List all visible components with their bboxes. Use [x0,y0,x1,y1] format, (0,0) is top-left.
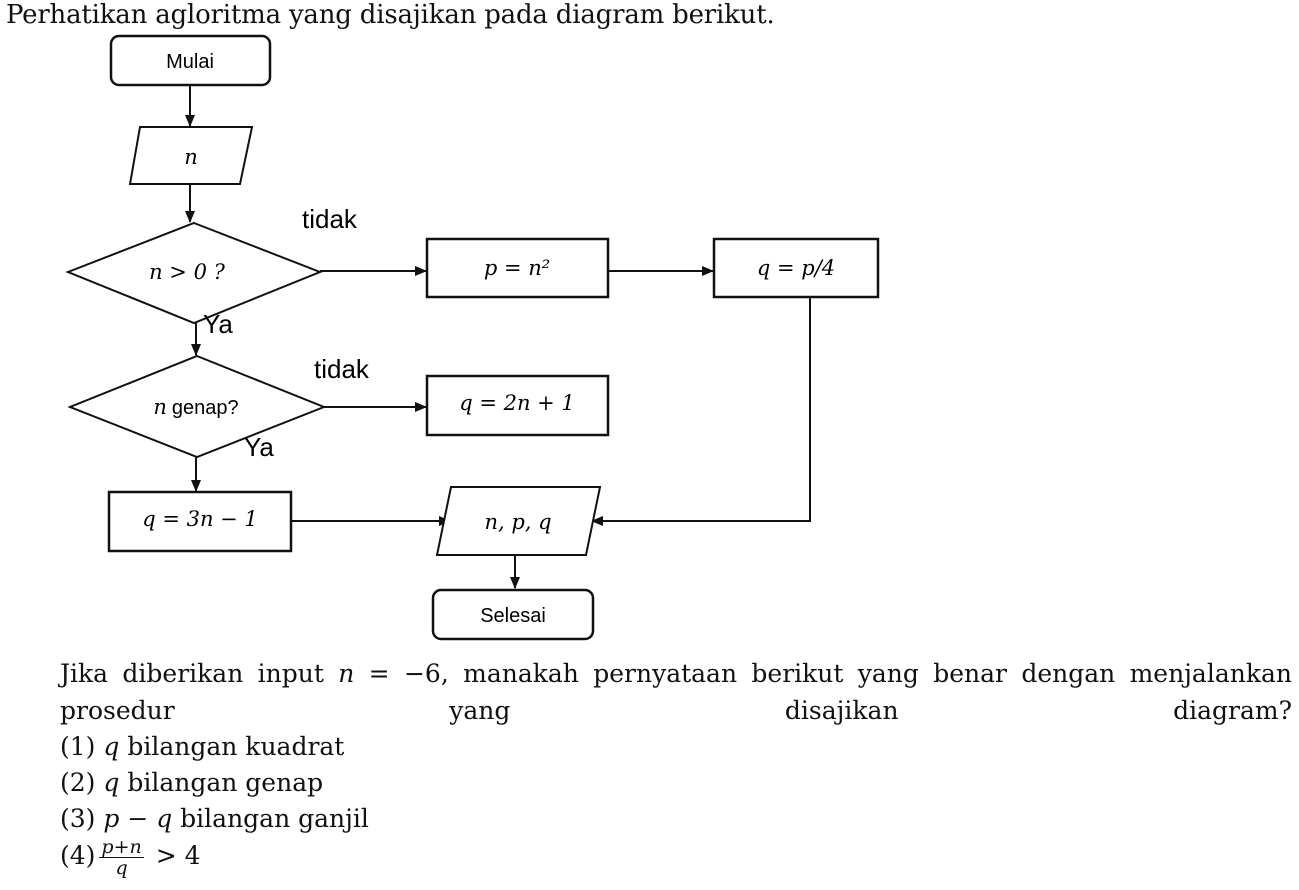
decision-n-even-text: genap? [171,397,239,419]
process-p-label: p = n² [483,256,551,280]
statement-2-text: bilangan genap [119,768,324,797]
statement-1-text: bilangan kuadrat [119,732,345,761]
fraction-denominator: q [115,857,128,879]
decision2-no-label: tidak [314,354,369,384]
process-q-odd-label: q = 2n + 1 [459,391,575,415]
statement-1-num: (1) [60,732,96,761]
statement-3-var: p − q [103,804,173,833]
process-q-even-label: q = 3n − 1 [142,507,258,531]
statement-4-num: (4) [60,841,96,870]
end-label: Selesai [480,605,546,627]
statement-4 [60,837,1292,878]
question-part2: , manakah pernyataan berikut yang benar dengan menjalankan prosedur yang disajikan diagram? [60,659,1292,725]
statement-2-var: q [103,768,120,797]
statement-3 [60,801,1292,837]
input-n-label: n [184,145,198,169]
decision-n-positive-label: n > 0 ? [149,260,225,284]
statement-2-num: (2) [60,768,96,797]
decision-n-even-var: n [153,395,167,419]
statement-4-fraction [99,837,143,878]
statement-1 [60,729,1292,765]
arrow-qdiv-to-output [592,298,810,521]
question-text [60,655,1292,729]
start-label: Mulai [166,51,214,73]
statement-3-num: (3) [60,804,96,833]
question-var-n: n [338,659,355,688]
decision-n-even-label [153,395,238,419]
output-label: n, p, q [484,510,552,534]
fraction-numerator: p+n [101,836,142,858]
intro-text: Perhatikan agloritma yang disajikan pada diagram berikut. [6,0,775,30]
statement-4-text: > 4 [147,841,201,870]
statement-1-var: q [103,732,120,761]
process-q-div-label: q = p/4 [756,256,836,280]
statement-3-text: bilangan ganjil [172,804,369,833]
question-input-value: = −6 [354,659,441,688]
statement-2 [60,765,1292,801]
decision1-yes-label: Ya [203,309,233,339]
decision1-no-label: tidak [302,204,357,234]
question-part1: Jika diberikan input [60,659,339,688]
decision2-yes-label: Ya [244,432,274,462]
question-block [60,655,1292,878]
